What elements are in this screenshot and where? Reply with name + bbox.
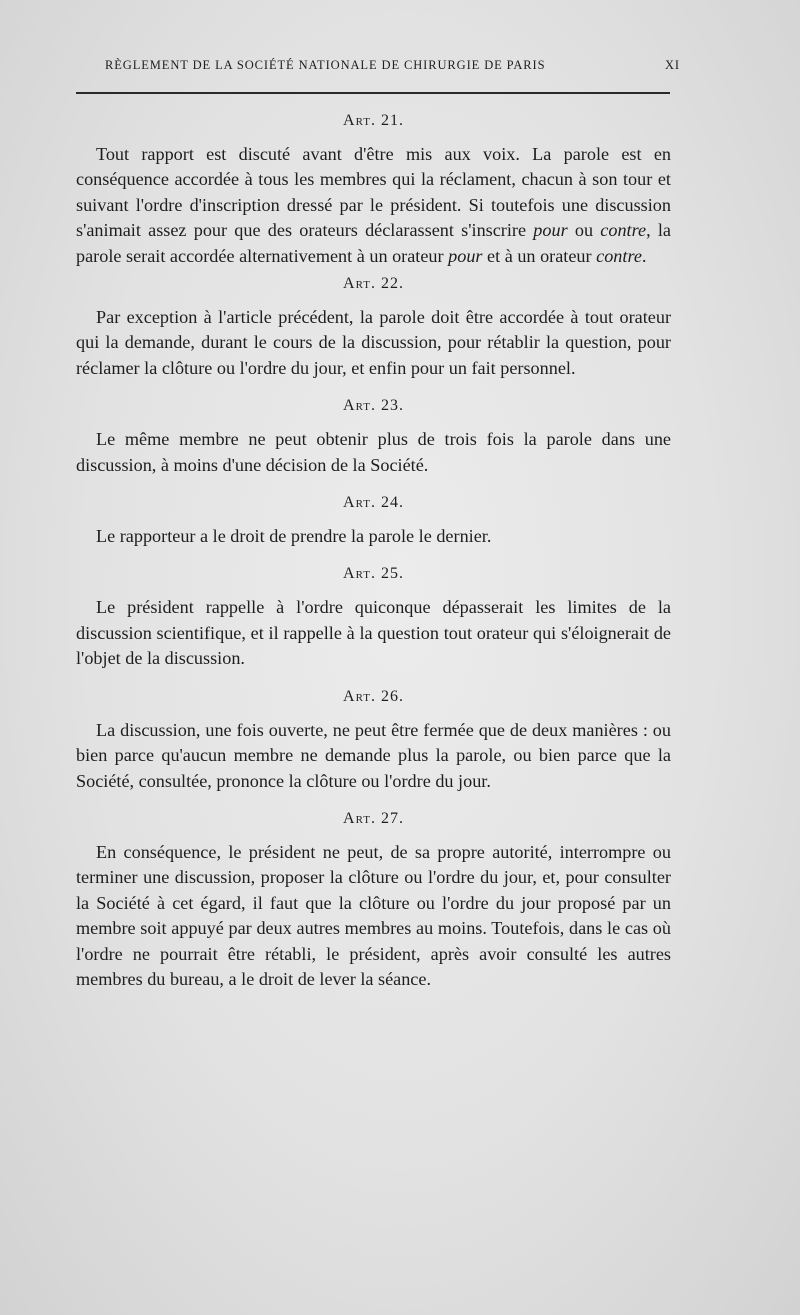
article-text: La discussion, une fois ouverte, ne peut être fermée que de deux manières : ou bien parce qu'aucun membre ne demande plus la parole, ou bien parce que la Société, consultée, prononce la clôture ou l'ordre du jour. bbox=[76, 719, 671, 791]
article-text: Tout rapport est discuté avant d'être mis aux voix. La parole est en conséquence accordée à tous les membres qui la réclament, chacun à son tour et suivant l'ordre d'inscription dressé par le président. Si toutefois une discussion s'animait assez pour que des orateurs déclarassent s'inscrire pour ou contre, la parole serait accordée alternativement à un orateur pour et à un orateur contre. bbox=[76, 144, 671, 266]
running-title: RÈGLEMENT DE LA SOCIÉTÉ NATIONALE DE CHIRURGIE DE PARIS bbox=[105, 58, 546, 72]
article-heading: Art. 26. bbox=[343, 687, 404, 705]
article-25 bbox=[76, 565, 671, 671]
article-27 bbox=[76, 810, 671, 992]
page-body bbox=[76, 112, 671, 992]
article-heading: Art. 22. bbox=[343, 275, 404, 293]
article-26 bbox=[76, 688, 671, 794]
article-text: En conséquence, le président ne peut, de sa propre autorité, interrompre ou terminer une discussion, proposer la clôture ou l'ordre du jour, et, pour consulter la Société à cet égard, il faut que la clôture ou l'ordre du jour proposé par un membre soit appuyé par deux autres membres au moins. Toutefois, dans le cas où l'ordre ne pourrait être rétabli, le président, après avoir consulté les autres membres du bureau, a le droit de lever la séance. bbox=[76, 841, 671, 989]
article-text: Par exception à l'article précédent, la parole doit être accordée à tout orateur qui la demande, durant le cours de la discussion, pour rétablir la question, pour réclamer la clôture ou l'ordre du jour, et enfin pour un fait personnel. bbox=[76, 307, 671, 378]
article-heading: Art. 23. bbox=[343, 397, 404, 415]
article-heading: Art. 25. bbox=[343, 565, 404, 583]
article-heading: Art. 27. bbox=[343, 809, 404, 827]
article-heading: Art. 21. bbox=[343, 112, 404, 129]
article-23 bbox=[76, 397, 671, 478]
article-21 bbox=[76, 112, 671, 269]
article-22 bbox=[76, 275, 671, 381]
article-text: Le rapporteur a le droit de prendre la parole le dernier. bbox=[96, 526, 492, 547]
article-heading: Art. 24. bbox=[343, 494, 404, 512]
article-text: Le même membre ne peut obtenir plus de trois fois la parole dans une discussion, à moins d'une décision de la Société. bbox=[76, 429, 671, 475]
page-number: XI bbox=[665, 58, 680, 72]
article-text: Le président rappelle à l'ordre quiconque dépasserait les limites de la discussion scientifique, et il rappelle à la question tout orateur qui s'éloignerait de l'objet de la discussion. bbox=[76, 597, 671, 669]
header-rule bbox=[76, 92, 670, 94]
article-24 bbox=[76, 494, 671, 549]
